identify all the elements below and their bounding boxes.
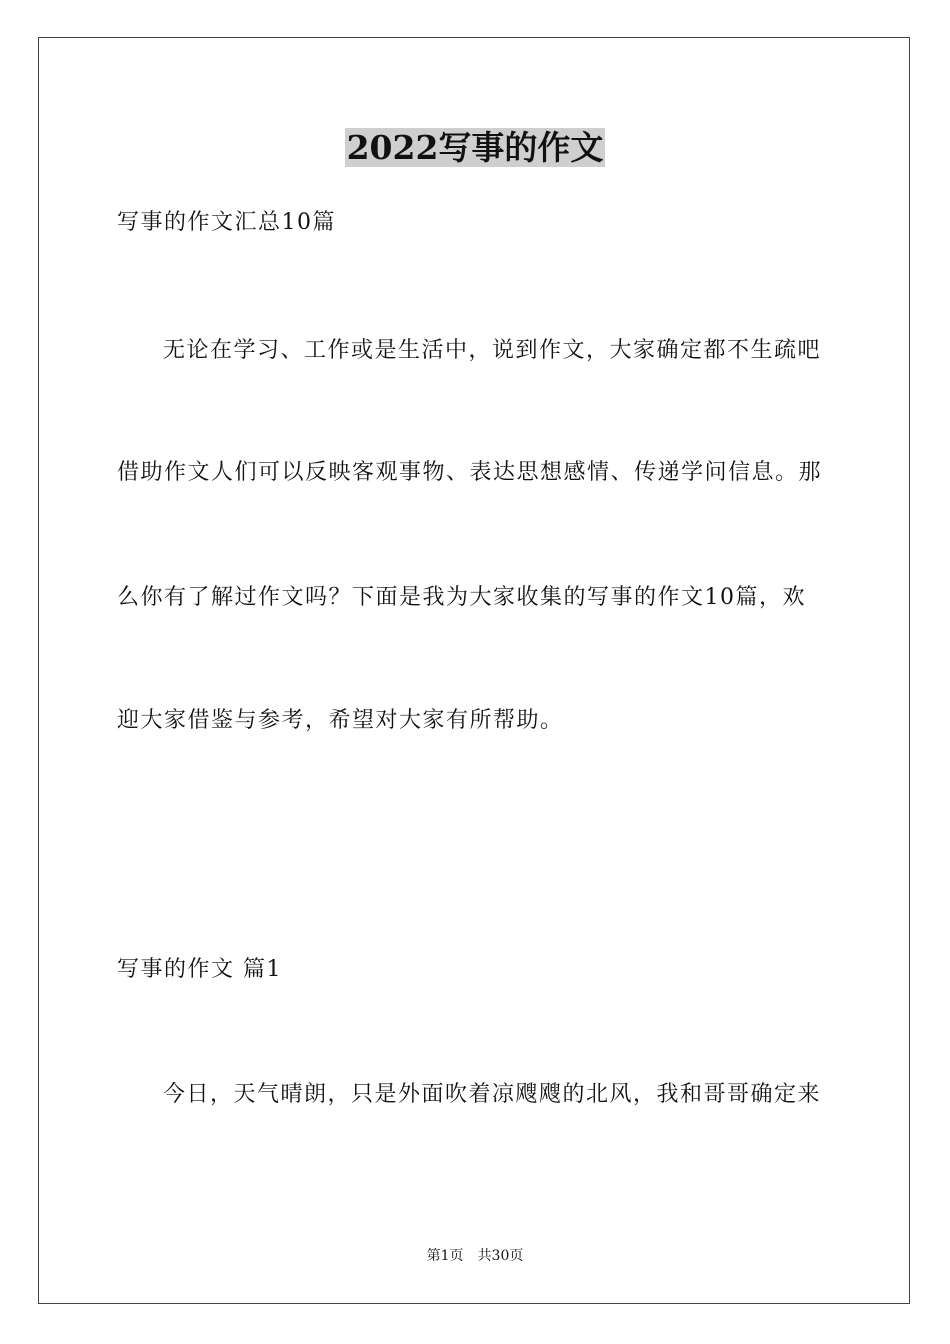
section-heading: 写事的作文 篇1	[117, 957, 282, 982]
intro-paragraph-line: 无论在学习、工作或是生活中，说到作文，大家确定都不生疏吧	[163, 338, 822, 363]
page-total: 共30页	[477, 1248, 524, 1264]
intro-paragraph-line: 么你有了解过作文吗？下面是我为大家收集的写事的作文10篇，欢	[117, 585, 806, 610]
page-number: 第1页	[426, 1248, 464, 1264]
intro-paragraph-line: 借助作文人们可以反映客观事物、表达思想感情、传递学问信息。那	[117, 460, 823, 485]
document-title	[0, 128, 950, 168]
document-subtitle: 写事的作文汇总10篇	[117, 210, 336, 235]
intro-paragraph-line: 迎大家借鉴与参考，希望对大家有所帮助。	[117, 708, 564, 733]
section-paragraph-line: 今日，天气晴朗，只是外面吹着凉飕飕的北风，我和哥哥确定来	[163, 1082, 822, 1107]
page-footer	[0, 1246, 950, 1266]
document-title-text: 2022写事的作文	[346, 128, 604, 167]
